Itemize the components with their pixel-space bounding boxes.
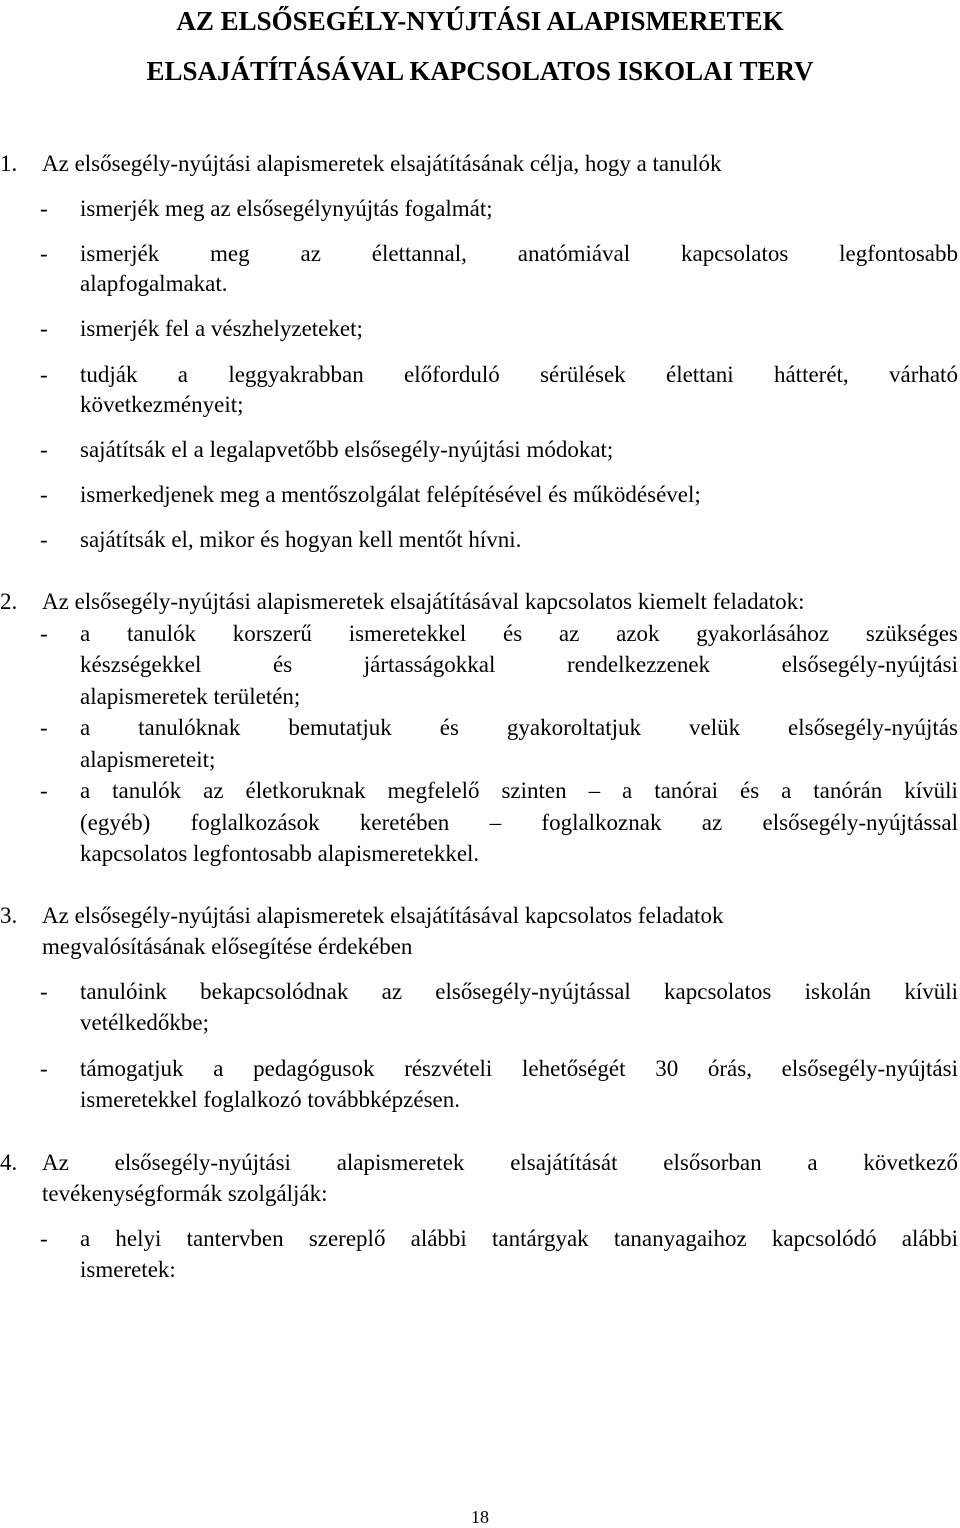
list-dash: - — [40, 715, 48, 740]
list-item-text: sajátítsák el, mikor és hogyan kell mentőt hívni. — [80, 527, 522, 552]
list-item-text: készségekkel és jártasságokkal rendelkezzenek elsősegély-nyújtási — [80, 652, 958, 677]
list-item-text: következményeit; — [80, 392, 244, 417]
list-item-text: alapismereteit; — [80, 747, 216, 772]
list-item-text: a helyi tantervben szereplő alábbi tantárgyak tananyagaihoz kapcsolódó alábbi — [80, 1226, 958, 1251]
list-item-text: ismerkedjenek meg a mentőszolgálat felépítésével és működésével; — [80, 482, 701, 507]
section-1-number: 1. — [0, 151, 18, 176]
section-4-heading: tevékenységformák szolgálják: — [42, 1181, 328, 1206]
list-dash: - — [40, 437, 48, 462]
section-3-number: 3. — [0, 903, 18, 928]
list-dash: - — [40, 1056, 48, 1081]
list-dash: - — [40, 621, 48, 646]
section-4-number: 4. — [0, 1150, 18, 1175]
list-item-text: ismerjék meg az élettannal, anatómiával kapcsolatos legfontosabb — [80, 241, 958, 266]
list-item-text: a tanulóknak bemutatjuk és gyakoroltatjuk velük elsősegély-nyújtás — [80, 715, 958, 740]
list-item-text: ismeretekkel foglalkozó továbbképzésen. — [80, 1087, 460, 1112]
list-item-text: alapismeretek területén; — [80, 684, 301, 709]
list-dash: - — [40, 482, 48, 507]
list-dash: - — [40, 362, 48, 387]
list-item-text: ismeretek: — [80, 1257, 176, 1282]
document-title-line-1: AZ ELSŐSEGÉLY-NYÚJTÁSI ALAPISMERETEK — [176, 6, 784, 36]
list-item-text: a tanulók korszerű ismeretekkel és az azok gyakorlásához szükséges — [80, 621, 958, 646]
list-dash: - — [40, 241, 48, 266]
list-item-text: alapfogalmakat. — [80, 271, 228, 296]
document-title-line-2: ELSAJÁTÍTÁSÁVAL KAPCSOLATOS ISKOLAI TERV — [146, 56, 814, 86]
section-3-heading: Az elsősegély-nyújtási alapismeretek elsajátításával kapcsolatos feladatok — [42, 903, 724, 928]
list-dash: - — [40, 778, 48, 803]
list-dash: - — [40, 979, 48, 1004]
page-number: 18 — [471, 1507, 489, 1527]
list-item-text: tanulóink bekapcsolódnak az elsősegély-nyújtással kapcsolatos iskolán kívüli — [80, 979, 958, 1004]
list-dash: - — [40, 1226, 48, 1251]
section-2-number: 2. — [0, 589, 18, 614]
list-dash: - — [40, 527, 48, 552]
list-item-text: ismerjék meg az elsősegélynyújtás fogalmát; — [80, 196, 493, 221]
section-2-heading: Az elsősegély-nyújtási alapismeretek elsajátításával kapcsolatos kiemelt feladatok: — [42, 589, 805, 614]
list-item-text: sajátítsák el a legalapvetőbb elsősegély-nyújtási módokat; — [80, 437, 614, 462]
list-item-text: támogatjuk a pedagógusok részvételi lehetőségét 30 órás, elsősegély-nyújtási — [80, 1056, 958, 1081]
list-item-text: kapcsolatos legfontosabb alapismeretekkel. — [80, 841, 480, 866]
section-3-heading: megvalósításának elősegítése érdekében — [42, 934, 413, 959]
list-item-text: vetélkedőkbe; — [80, 1010, 210, 1035]
list-item-text: (egyéb) foglalkozások keretében – foglalkoznak az elsősegély-nyújtással — [80, 810, 958, 835]
list-item-text: tudják a leggyakrabban előforduló sérülések élettani hátterét, várható — [80, 362, 958, 387]
list-dash: - — [40, 316, 48, 341]
list-item-text: a tanulók az életkoruknak megfelelő szinten – a tanórai és a tanórán kívüli — [80, 778, 958, 803]
section-1-heading: Az elsősegély-nyújtási alapismeretek elsajátításának célja, hogy a tanulók — [42, 151, 722, 176]
list-item-text: ismerjék fel a vészhelyzeteket; — [80, 316, 363, 341]
section-4-heading: Az elsősegély-nyújtási alapismeretek elsajátítását elsősorban a következő — [42, 1150, 958, 1175]
list-dash: - — [40, 196, 48, 221]
